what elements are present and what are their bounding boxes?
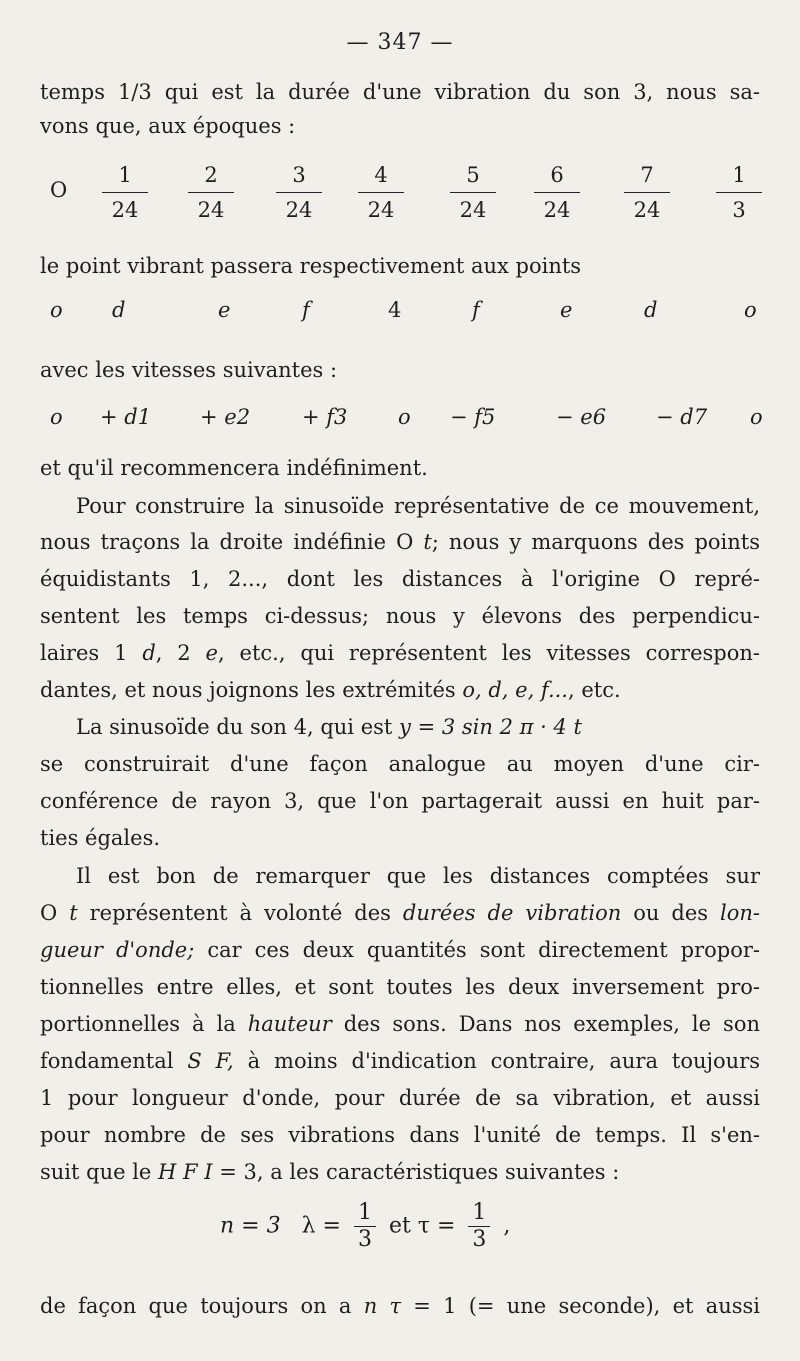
para3-line-5: portionnelles à la hauteur des sons. Dans nos exemples, le son: [40, 1012, 760, 1036]
epoch-fraction: 1 3: [716, 160, 762, 225]
text-line-5: et qu'il recommencera indéfiniment.: [40, 456, 428, 480]
para2-line-3: conférence de rayon 3, que l'on partagerait aussi en huit par-: [40, 789, 760, 813]
epoch-fraction: 2 24: [188, 160, 234, 225]
para2-line-4: ties égales.: [40, 826, 161, 850]
epoch-fraction: 5 24: [450, 160, 496, 225]
para1-line-5: laires 1 d, 2 e, etc., qui représentent les vitesses correspon-: [40, 641, 760, 665]
epoch-fraction: 1 24: [102, 160, 148, 225]
point-label: f: [302, 298, 310, 322]
equation-fraction: $\frac{1}{3}$: [354, 1200, 376, 1253]
speed-label: − f5: [450, 405, 496, 429]
speed-label: + f3: [302, 405, 348, 429]
para3-line-6: fondamental S F, à moins d'indication contraire, aura toujours: [40, 1049, 761, 1073]
page-number: — 347 —: [346, 30, 454, 55]
para3-line-8: pour nombre de ses vibrations dans l'unité de temps. Il s'en-: [40, 1123, 760, 1147]
para2-line-1: La sinusoïde du son 4, qui est y = 3 sin 2 π · 4 t: [76, 715, 582, 739]
speed-label: o: [398, 405, 411, 429]
text-line-1: temps 1/3 qui est la durée d'une vibration du son 3, nous sa-: [40, 80, 760, 104]
point-label: o: [744, 298, 757, 322]
para1-line-3: équidistants 1, 2..., dont les distances à l'origine O repré-: [40, 567, 760, 591]
para3-line-2: O t représentent à volonté des durées de vibration ou des lon-: [40, 901, 761, 925]
epoch-fraction: 3 24: [276, 160, 322, 225]
para1-line-6: dantes, et nous joignons les extrémités o, d, e, f..., etc.: [40, 678, 621, 702]
speed-label: + d1: [100, 405, 152, 429]
para3-line-4: tionnelles entre elles, et sont toutes les deux inversement pro-: [40, 975, 760, 999]
speed-label: o: [50, 405, 63, 429]
equation-tau: et τ =: [388, 1213, 456, 1239]
text-line-4: avec les vitesses suivantes :: [40, 358, 338, 382]
points-row: [40, 298, 770, 330]
point-label: e: [560, 298, 573, 322]
equation-end: ,: [503, 1213, 511, 1239]
text-line-2: vons que, aux époques :: [40, 114, 296, 138]
point-label: f: [472, 298, 480, 322]
equation-n: n = 3: [220, 1213, 281, 1239]
equation-lambda: λ =: [301, 1213, 341, 1239]
para3-line-3: gueur d'onde; car ces deux quantités sont directement propor-: [40, 938, 760, 962]
speed-label: − e6: [556, 405, 607, 429]
para3-line-7: 1 pour longueur d'onde, pour durée de sa vibration, et aussi: [40, 1086, 760, 1110]
point-label: d: [112, 298, 126, 322]
epochs-row: [40, 160, 770, 240]
point-label: 4: [388, 298, 402, 322]
last-line: de façon que toujours on a n τ = 1 (= une seconde), et aussi: [40, 1294, 760, 1318]
epoch-zero: O: [50, 178, 68, 202]
text-line-3: le point vibrant passera respectivement aux points: [40, 254, 582, 278]
para1-line-1: Pour construire la sinusoïde représentative de ce mouvement,: [76, 494, 760, 518]
para3-line-9: suit que le H F I = 3, a les caractéristiques suivantes :: [40, 1160, 620, 1184]
point-label: d: [644, 298, 658, 322]
speeds-row: [40, 405, 770, 437]
equation-fraction: $\frac{1}{3}$: [468, 1200, 490, 1253]
para3-line-1: Il est bon de remarquer que les distances comptées sur: [76, 864, 760, 888]
speed-label: − d7: [656, 405, 708, 429]
characteristics-equation: [220, 1200, 510, 1253]
point-label: e: [218, 298, 231, 322]
para2-line-2: se construirait d'une façon analogue au moyen d'une cir-: [40, 752, 760, 776]
speed-label: o: [750, 405, 763, 429]
para1-line-4: sentent les temps ci-dessus; nous y élevons des perpendicu-: [40, 604, 760, 628]
epoch-fraction: 4 24: [358, 160, 404, 225]
epoch-fraction: 7 24: [624, 160, 670, 225]
point-label: o: [50, 298, 63, 322]
para1-line-2: nous traçons la droite indéfinie O t; nous y marquons des points: [40, 530, 760, 554]
epoch-fraction: 6 24: [534, 160, 580, 225]
speed-label: + e2: [200, 405, 251, 429]
